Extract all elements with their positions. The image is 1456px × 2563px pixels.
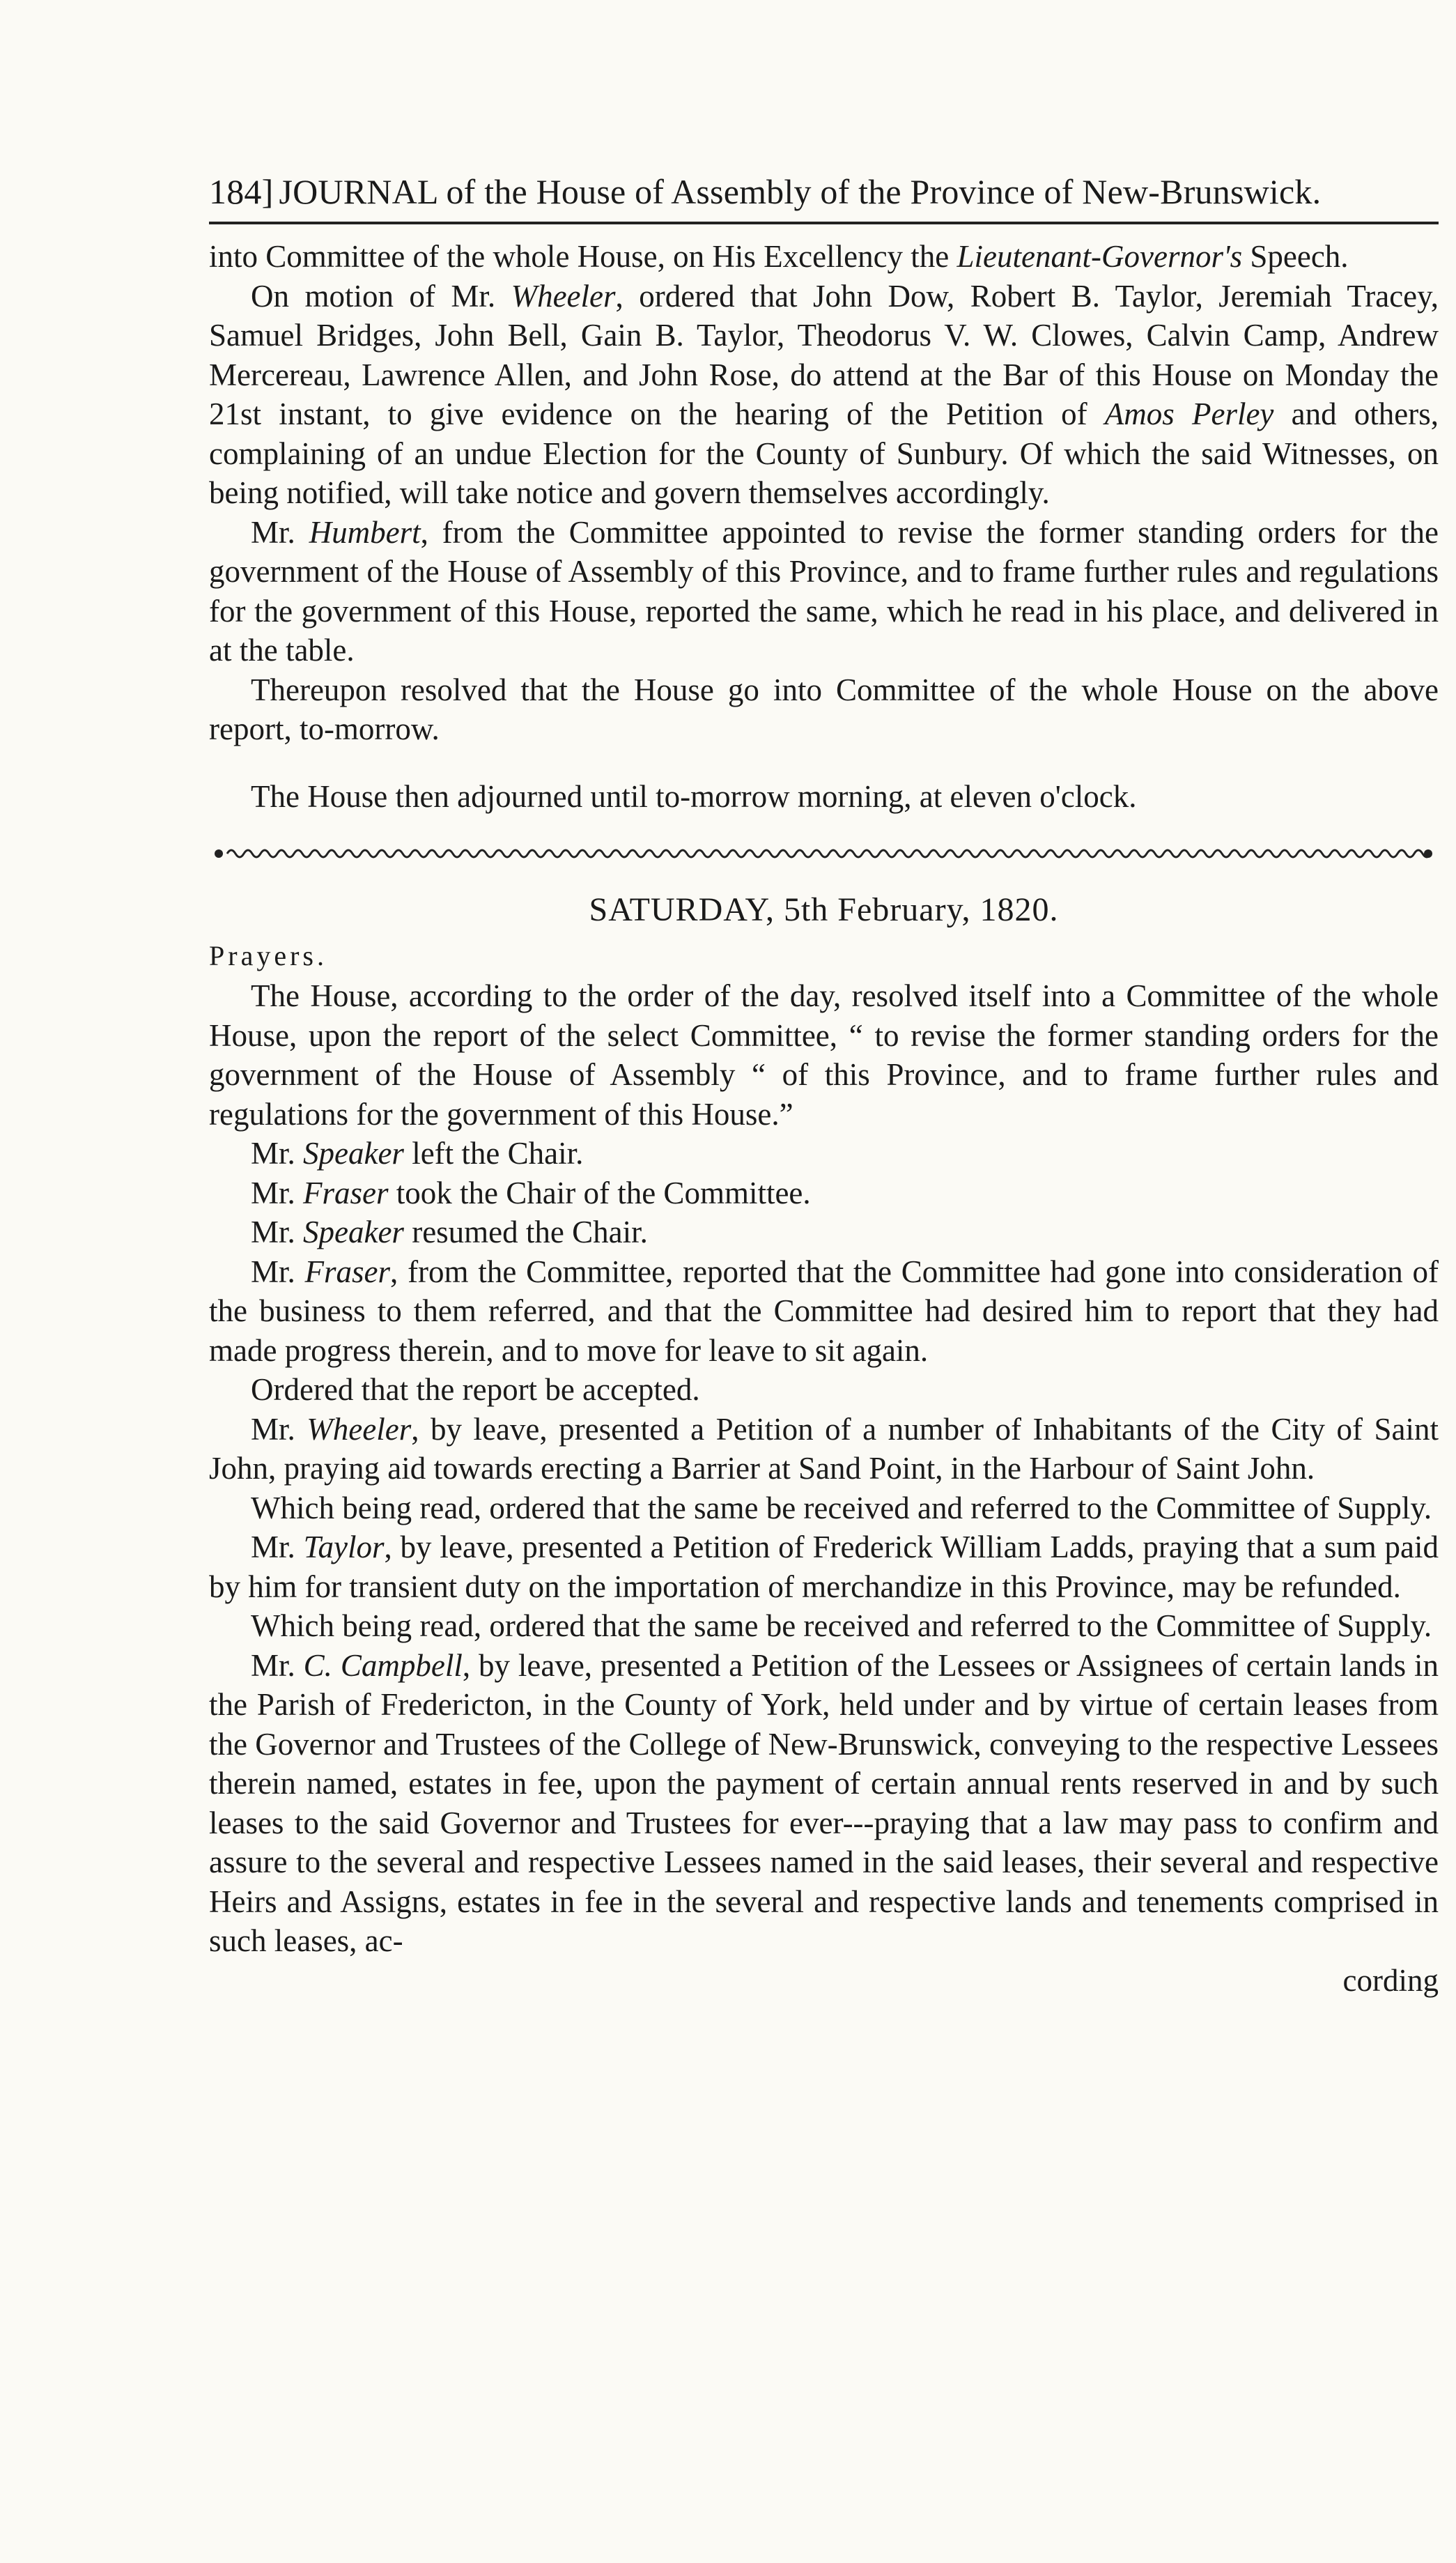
paragraph: Mr. Speaker left the Chair. [251,1136,584,1171]
paragraph: On motion of Mr. Wheeler, ordered that John Dow, Robert B. Taylor, Jeremiah Tracey, Samuel Bridges, John Bell, Gain B. Taylor, Theodorus V. W. Clowes, Calvin Camp, Andrew Mercereau, Lawrence Allen, and John Rose, do attend at the Bar of this House on Monday the 21st instant, to give evidence on the hearing of the Petition of Amos Perley and others, complaining of an undue Election for the County of Sunbury. Of which the said Witnesses, on being notified, will take notice and govern themselves accordingly. [209,278,1439,510]
paragraph: Ordered that the report be accepted. [251,1372,700,1407]
paragraph: Which being read, ordered that the same be received and referred to the Committee of Supply. [251,1490,1432,1525]
paragraph: into Committee of the whole House, on His Excellency the Lieutenant-Governor's Speech. [209,239,1349,274]
paragraph: Mr. C. Campbell, by leave, presented a Petition of the Lessees or Assignees of certain lands in the Parish of Fredericton, in the County of York, held under and by virtue of certain leases from the Governor and Trustees of the College of New-Brunswick, conveying to the respective Lessees therein named, estates in fee, upon the payment of certain annual rents reserved in and by such leases to the said Governor and Trustees for ever---praying that a law may pass to confirm and assure to the several and respective Lessees named in the said leases, their several and respective Heirs and Assigns, estates in fee in the several and respective lands and tenements comprised in such leases, ac- [209,1647,1439,1958]
ornamental-rule [209,844,1439,863]
adjournment-line: The House then adjourned until to-morrow morning, at eleven o'clock. [251,778,1137,814]
paragraph: Mr. Fraser took the Chair of the Committee. [251,1175,811,1210]
day-heading: SATURDAY, 5th February, 1820. [589,891,1059,928]
paragraph: Which being read, ordered that the same be received and referred to the Committee of Supply. [251,1608,1432,1643]
top-section [209,237,1439,749]
ornament-icon [209,844,1439,863]
paragraph: Mr. Fraser, from the Committee, reported that the Committee had gone into consideration of the business to them referred, and that the Committee had desired him to report that they had made progress therein, and to move for leave to sit again. [209,1254,1439,1368]
paragraph: The House, according to the order of the day, resolved itself into a Committee of the whole House, upon the report of the select Committee, “ to revise the former standing orders for the government of the House of Assembly “ of this Province, and to frame further rules and regulations for the government of this House.” [209,978,1439,1132]
paragraph: Mr. Humbert, from the Committee appointed to revise the former standing orders for the government of the House of Assembly of this Province, and to frame further rules and regulations for the government of this House, reported the same, which he read in his place, and delivered in at the table. [209,514,1439,668]
paragraph: Mr. Wheeler, by leave, presented a Petition of a number of Inhabitants of the City of Saint John, praying aid towards erecting a Barrier at Sand Point, in the Harbour of Saint John. [209,1411,1439,1486]
page-number: 184] [209,172,274,211]
running-header [209,167,1439,224]
paragraph: Thereupon resolved that the House go into Committee of the whole House on the above report, to-morrow. [209,672,1439,746]
journal-title: JOURNAL of the House of Assembly of the Province of New-Brunswick. [279,172,1322,211]
paragraph: Mr. Speaker resumed the Chair. [251,1215,648,1249]
bottom-section [209,976,1439,1961]
paragraph: Mr. Taylor, by leave, presented a Petition of Frederick William Ladds, praying that a sum paid by him for transient duty on the importation of merchandize in this Province, may be refunded. [209,1530,1439,1604]
catchword: cording [1342,1962,1439,1998]
journal-page [209,167,1439,2000]
prayers-label: Prayers. [209,940,327,971]
